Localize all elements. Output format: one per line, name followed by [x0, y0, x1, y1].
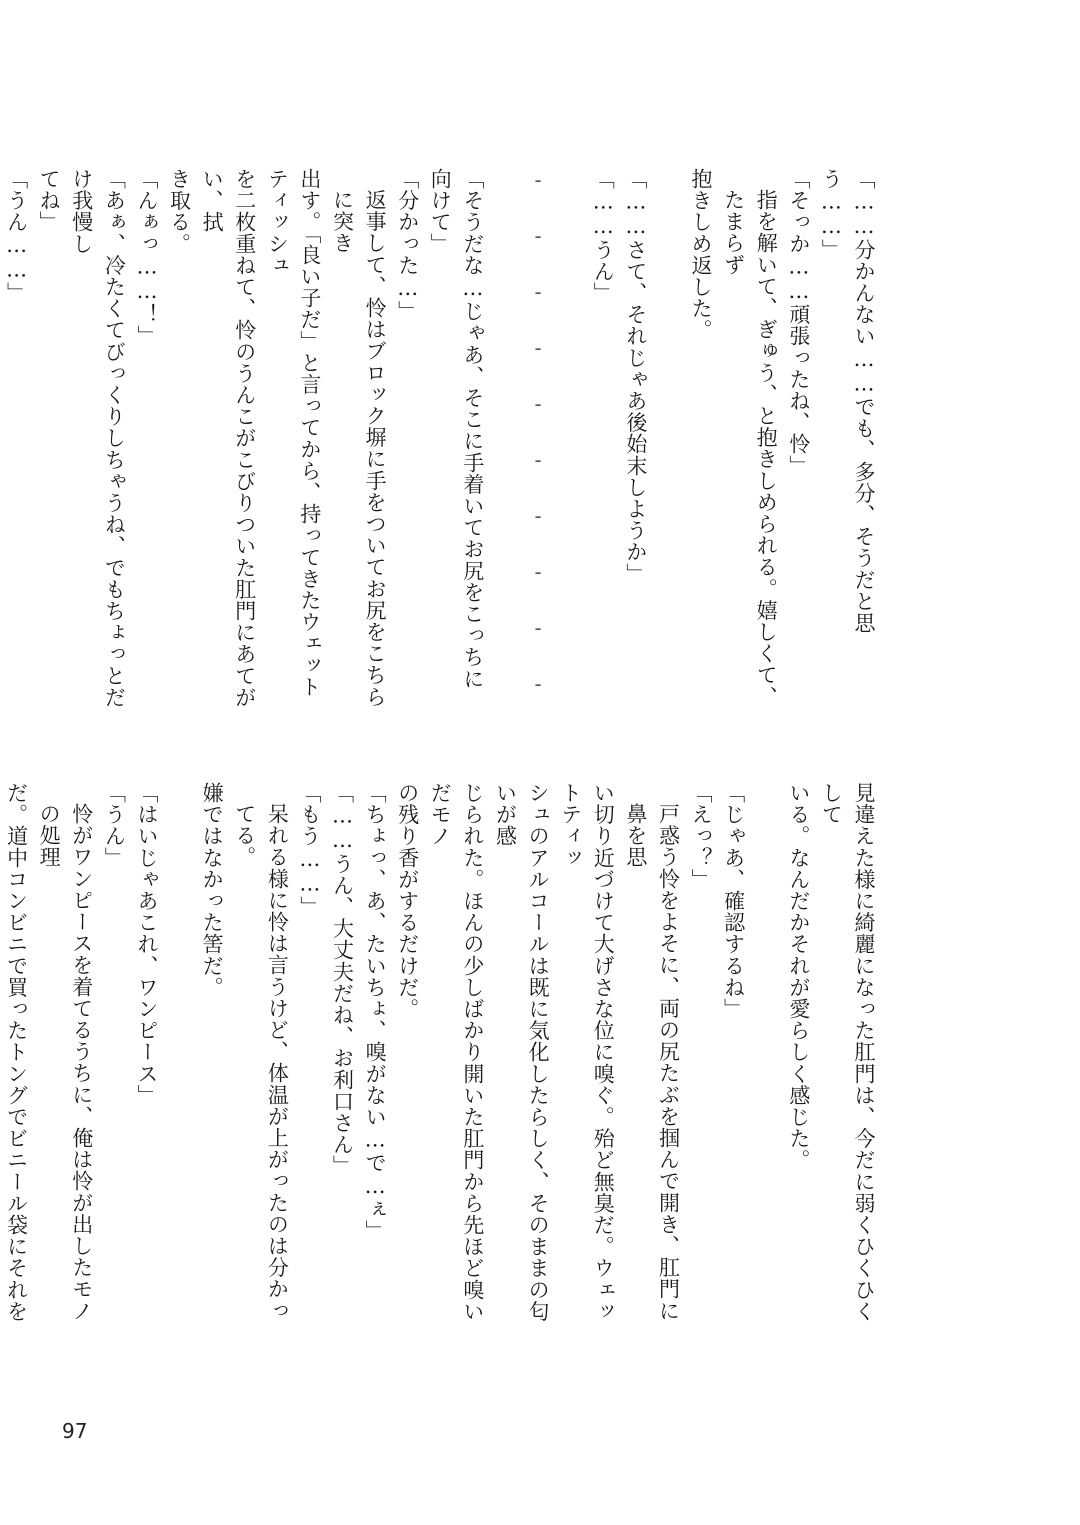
text-line: 「……うん」 — [591, 168, 616, 304]
top-text-block — [4, 168, 880, 708]
text-line: き取る。 — [167, 168, 192, 255]
bottom-text-block — [4, 782, 880, 1327]
text-line: 嫌ではなかった筈だ。 — [200, 782, 225, 998]
text-line: 怜がワンピースを着てるうちに、俺は怜が出したモノの処理 — [37, 803, 94, 1322]
text-line: 「はいじゃあこれ、ワンピース」 — [134, 782, 159, 1106]
text-line: 「うん」 — [102, 782, 127, 869]
text-line: 「もう……」 — [297, 782, 322, 918]
text-line: 「ちょっ、あ、たいちょ、嗅がない…で…ぇ」 — [363, 782, 388, 1242]
text-line: 指を解いて、ぎゅう、と抱きしめられる。嬉しくて、たまらず — [721, 189, 779, 708]
text-line: の残り香がするだけだ。 — [395, 782, 420, 1020]
text-line: 「……うん、大丈夫だね、お利口さん」 — [330, 782, 355, 1177]
text-line — [554, 168, 587, 708]
text-line: 返事して、怜はブロック塀に手をついてお尻をこちらに突き — [330, 189, 388, 708]
text-line: シュのアルコールは既に気化したらしく、そのままの匂いが感 — [493, 782, 551, 1322]
text-line: - - - - - - - - - - — [526, 168, 551, 700]
text-line: 「……分かんない……でも、多分、そうだと思う……」 — [819, 168, 876, 634]
page-number: 97 — [62, 1419, 88, 1443]
text-line: じられた。ほんの少しばかり開いた肛門から先ほど嗅いだモノ — [428, 782, 485, 1322]
text-line: 「えっ？」 — [689, 782, 714, 890]
text-line: 呆れる様に怜は言うけど、体温が上がったのは分かってる。 — [232, 803, 290, 1322]
text-line: を二枚重ねて、怜のうんこがこびりついた肛門にあてがい、拭 — [200, 168, 257, 708]
text-line: 「じゃあ、確認するね」 — [721, 782, 746, 1020]
text-line: だ。道中コンビニで買ったトングでビニール袋にそれを — [4, 782, 29, 1322]
text-line — [163, 782, 196, 1327]
text-line: 「あぁ、冷たくてびっくりしちゃうね、でもちょっとだけ我慢し — [69, 168, 127, 708]
text-line — [750, 782, 783, 1327]
text-line: てね」 — [37, 168, 62, 233]
text-line: 「んぁっ……！」 — [134, 168, 159, 347]
text-line: 「そうだな…じゃあ、そこに手着いてお尻をこっちに向けて」 — [428, 168, 485, 690]
text-line: 出す。「良い子だ」と言ってから、持ってきたウェットティッシュ — [265, 168, 322, 698]
text-line: 抱きしめ返した。 — [689, 168, 714, 341]
text-line: い切り近づけて大げさな位に嗅ぐ。殆ど無臭だ。ウェットティッ — [558, 782, 616, 1322]
text-line: 「そっか……頑張ったね、怜」 — [786, 168, 811, 477]
text-line — [652, 168, 685, 708]
text-line: いる。なんだかそれが愛らしく感じた。 — [786, 782, 811, 1171]
text-line: 「……さて、それじゃあ後始末しようか」 — [623, 168, 648, 585]
text-line: 「うん……」 — [4, 168, 29, 304]
text-line: 見違えた様に綺麗になった肛門は、今だに弱くひくひくして — [819, 782, 876, 1322]
text-line: 戸惑う怜をよそに、両の尻たぶを掴んで開き、肛門に鼻を思 — [623, 803, 681, 1322]
text-line — [489, 168, 522, 708]
text-line: 「分かった…」 — [395, 168, 420, 323]
